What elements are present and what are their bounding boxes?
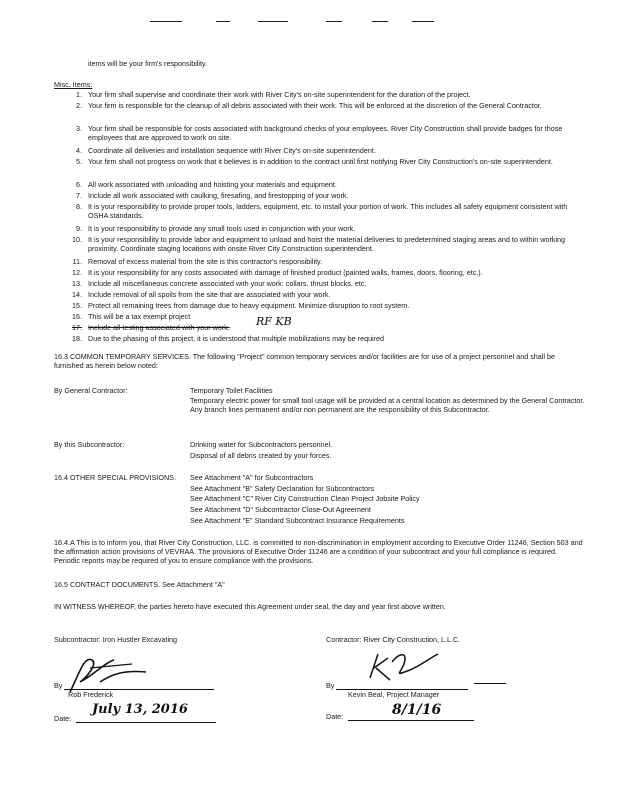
con-date-handwritten: 8/1/16	[392, 702, 442, 718]
list-item: Your firm shall be responsible for costs associated with background checks of your employees. River City Construction shall provide badges for those employees that are approved to work on site.	[88, 124, 563, 142]
item-number: 14.	[72, 290, 82, 299]
list-item: Protect all remaining trees from damage due to heavy equipment. Minimize disruption to root system.	[88, 301, 410, 310]
list-item: Include removal of all spoils from the site that are associated with your work.	[88, 290, 331, 299]
con-signer-name: Kevin Beal, Project Manager	[348, 690, 440, 699]
witness-clause: IN WITNESS WHEREOF, the parties hereto have executed this Agreement under seal, the day and year first above written.	[54, 602, 446, 611]
top-rule	[326, 21, 342, 22]
list-item: Your firm is responsible for the cleanup of all debris associated with their work. This will be enforced at the discretion of the General Contractor.	[88, 101, 542, 110]
list-item: It is your responsibility for any costs associated with damage of finished product (painted walls, frames, doors, flooring, etc.).	[88, 268, 483, 277]
list-item: Removal of excess material from the site is this contractor's responsibility.	[88, 257, 323, 266]
list-item: Include all work associated with caulking, firesafing, and firestopping of your work.	[88, 191, 349, 200]
attachment-item: See Attachment "E" Standard Subcontract Insurance Requirements	[190, 516, 405, 525]
list-item: It is your responsibility to provide proper tools, ladders, equipment, etc. to install your portion of work. This includes all safety equipment consistent with OSHA standards.	[88, 202, 568, 220]
attachment-item: See Attachment "A" for Subcontractors	[190, 473, 314, 482]
attachment-item: See Attachment "B" Safety Declaration for Subcontractors	[190, 484, 375, 493]
list-item: Include all miscellaneous concrete associated with your work: collars, thrust blocks, etc.	[88, 279, 367, 288]
item-number: 10.	[72, 235, 82, 244]
by-label: By	[326, 681, 335, 690]
top-rule	[150, 21, 182, 22]
by-gc-label: By General Contractor:	[54, 386, 128, 395]
item-number: 9.	[76, 224, 82, 233]
list-item-struck: Include all testing associated with your work.	[88, 323, 230, 332]
item-number: 11.	[72, 257, 82, 266]
top-rule	[258, 21, 288, 22]
list-item: Coordinate all deliveries and installation sequence with River City's on-site superintendent.	[88, 146, 376, 155]
by-sub-label: By this Subcontractor:	[54, 440, 125, 449]
date-label: Date:	[54, 714, 72, 723]
gc-item: Temporary Toilet Facilities	[190, 386, 273, 395]
attachment-item: See Attachment "D" Subcontractor Close-Out Agreement	[190, 505, 371, 514]
item-number: 18.	[72, 334, 82, 343]
top-rule	[412, 21, 434, 22]
item-number: 7.	[76, 191, 82, 200]
item-number: 2.	[76, 101, 82, 110]
gc-item: Temporary electric power for small tool usage will be provided at a central location as determined by the General Contractor. Any branch lines permanent and/or non permanent are the responsibility of this Subcontractor.	[190, 396, 585, 414]
top-rule	[216, 21, 230, 22]
contractor-label: Contractor: River City Construction, L.L.C.	[326, 635, 461, 644]
subcontractor-label: Subcontractor: Iron Hustler Excavating	[54, 635, 178, 644]
section-16-4: 16.4 OTHER SPECIAL PROVISIONS.	[54, 473, 176, 482]
list-item: Your firm shall supervise and coordinate their work with River City's on-site superintendent for the duration of the project.	[88, 90, 471, 99]
date-label: Date:	[326, 712, 344, 721]
sub-date-handwritten: July 13, 2016	[92, 702, 188, 717]
date-line	[76, 722, 216, 723]
item-number: 4.	[76, 146, 82, 155]
item-number: 5.	[76, 157, 82, 166]
initials-handwritten: RF KB	[256, 315, 292, 328]
section-16-4-a: 16.4.A This is to inform you, that River City Construction, LLC. is committed to non-discrimination in employment according to Executive Order 11246, Section 503 and the affirmation action provisions of VEVRAA. The provisions of Executive Order 11246 are a condition of your subcontract and your full compliance is required. Periodic reports may be required of you to ensure compliance with the provisions.	[54, 538, 583, 565]
item-number: 15.	[72, 301, 82, 310]
item-number: 17.	[72, 323, 82, 332]
item-number: 3.	[76, 124, 82, 133]
list-item: It is your responsibility to provide labor and equipment to unload and hoist the material deliveries to predetermined staging areas and to within working proximity. Coordinate staging locations with onsite River City Construction superintendent.	[88, 235, 566, 253]
section-16-3: 16.3 COMMON TEMPORARY SERVICES. The following "Project" common temporary services and/or facilities are for use of a project personnel and shall be furnished as herein below noted:	[54, 352, 555, 370]
item-number: 16.	[72, 312, 82, 321]
list-item: It is your responsibility to provide any small tools used in conjunction with your work.	[88, 224, 356, 233]
item-number: 13.	[72, 279, 82, 288]
item-number: 8.	[76, 202, 82, 211]
date-line	[348, 720, 474, 721]
section-16-5: 16.5 CONTRACT DOCUMENTS. See Attachment "A"	[54, 580, 225, 589]
item-number: 1.	[76, 90, 82, 99]
top-rule	[372, 21, 388, 22]
sub-item: Disposal of all debris created by your forces.	[190, 451, 332, 460]
sub-signer-name: Rob Frederick	[68, 690, 114, 699]
contractor-signature-graphic	[364, 648, 444, 688]
item-number: 12.	[72, 268, 82, 277]
top-line: items will be your firm's responsibility.	[88, 59, 208, 68]
by-label: By	[54, 681, 63, 690]
attachment-item: See Attachment "C" River City Construction Clean Project Jobsite Policy	[190, 494, 420, 503]
item-number: 6.	[76, 180, 82, 189]
list-item: Due to the phasing of this project, it is understood that multiple mobilizations may be required	[88, 334, 385, 343]
signature-line-extension	[474, 683, 506, 684]
list-item: This will be a tax exempt project	[88, 312, 191, 321]
misc-heading: Misc. Items:	[54, 80, 93, 89]
list-item: Your firm shall not progress on work that it believes is in addition to the contract until first notifying River City Construction's on-site superintendent.	[88, 157, 553, 166]
sub-item: Drinking water for Subcontractors personnel.	[190, 440, 333, 449]
list-item: All work associated with unloading and hoisting your materials and equipment.	[88, 180, 337, 189]
